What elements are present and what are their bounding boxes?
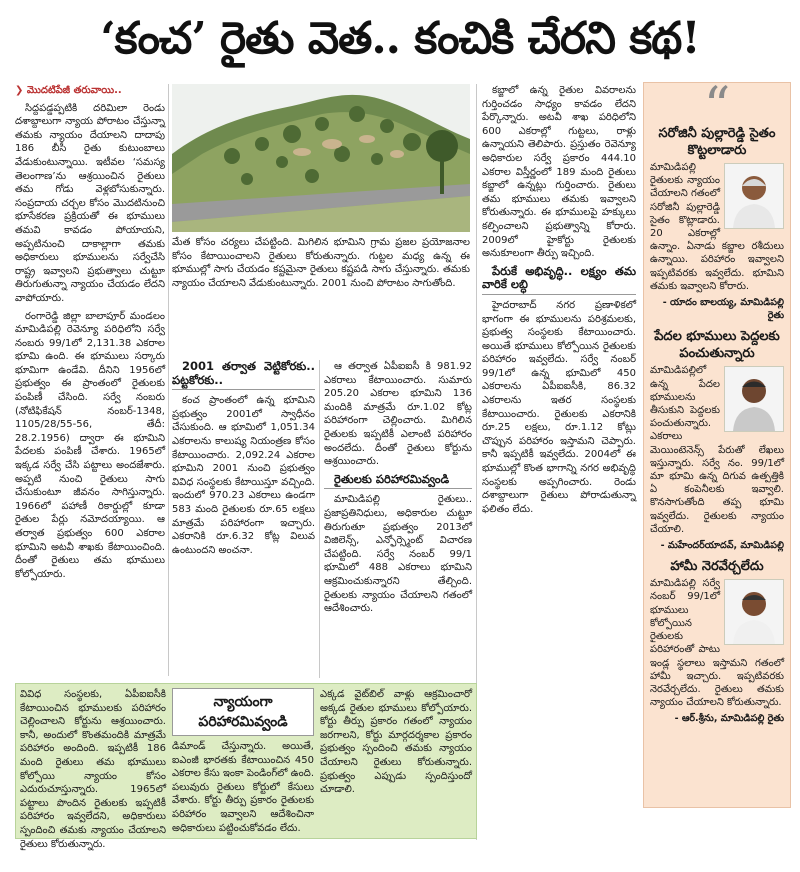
section-subhead: రైతులకు పరిహారమివ్వండి bbox=[324, 473, 472, 490]
sidebar-quote: మామిడిపల్లి రైతులకు న్యాయం చేయాలని గతంలో సరోజినీ పుల్లారెడ్డి సైతం కొట్లాడారు. 20 ఎకరాల్లో ఉన్నాం. ఏనాడు కబ్జాల రశీదులు ఉన్నాయి. పరిహారం ఇవ్వాలని ఇప్పటివరకు ఇవ్వలేదు. భూమిని తమకు ఇవ్వాలని కోరారు. bbox=[650, 162, 784, 292]
headline: ‘కంచ’ రైతు వెత.. కంచికి చేరని కథ! bbox=[100, 13, 700, 64]
sidebar-title: పేదల భూములు పెద్దలకు పంచుతున్నారు bbox=[654, 329, 780, 362]
article-column-2 bbox=[172, 360, 315, 678]
col3-paragraph: కబ్జాలో ఉన్న రైతుల వివరాలను గుర్తించడం సాధ్యం కావడం లేదని పేర్కొన్నారు. అటవీ శాఖ పరిధిలోని 600 ఎకరాల్లో గుట్టలు, రాళ్లు ఉన్నాయని తెలిపారు. ప్రస్తుతం రెవెన్యూ అధికారుల సర్వే ప్రకారం 444.10 ఎకరాల విస్తీర్ణంలో 189 మంది రైతులు కబ్జాలో ఉన్నట్లు గుర్తించారు. రైతులు తమ భూములు తమకు ఇవ్వాలని కోరుతున్నారు. ఈ భూములపై హక్కులు కల్పించాలని ప్రభుత్వాన్ని కోరారు. 2009లో హైకోర్టు రైతులకు అనుకూలంగా తీర్పు ఇచ్చింది. bbox=[482, 85, 636, 260]
column-divider bbox=[319, 360, 320, 678]
sidebar-quote: మామిడిపల్లిలో ఉన్న పేదల భూములను తీసుకుని పెద్దలకు పంచుతున్నారు. ఎకరాలు మెయింటెనెన్స్ పేరుతో లేఖలు ఇస్తున్నారు. సర్వే నం. 99/1లో మా భూమి ఉన్న దిగువ ఉత్పత్తికి ఏ కంపెనీలకు ఇవ్వాలి. కొనసాగుతోంది తప్ప భూమి ఇవ్వలేదు. రైతులకు న్యాయం చేయాలి. bbox=[650, 365, 784, 535]
col3-paragraph: హైదరాబాద్ నగర ప్రణాళికలో భాగంగా ఈ భూములను పరిశ్రమలకు, ప్రభుత్వ సంస్థలకు కేటాయించారు. అయితే భూములు కోల్పోయిన రైతులకు పరిహారం ఇవ్వలేదు. సర్వే నంబర్ 99/1లో ఉన్న భూమిలో 450 ఎకరాలను ఏపీఐఐసీకి, 86.32 ఎకరాలను ఇతర సంస్థలకు కేటాయించారు. రైతులకు ఎకరానికి రూ.25 లక్షలు, రూ.1.12 కోట్లు చొప్పున పరిహారం ఇస్తామని చెప్పారు. కానీ ఇప్పటికీ ఇవ్వలేదు. 2004లో ఈ భూముల్లో కొంత భాగాన్ని నగర అభివృద్ధి సంస్థలకు అప్పగించారు. రెండు దశాబ్దాలుగా రైతులు పోరాడుతున్నా ఫలితం లేదు. bbox=[482, 299, 636, 515]
hill-photo bbox=[172, 84, 470, 232]
inset-title: న్యాయంగా పరిహారమివ్వండి bbox=[172, 688, 314, 736]
col1-paragraph: సిద్దపడ్డప్పటికి దరిమిలా రెండు దశాబ్దాలుగా న్యాయ పోరాటం చేస్తున్నా తమకు న్యాయం దేయాలని దాదాపు 186 బీసీ రైతు కుటుంబాలు వేడుకుంటున్నాయి. ఇటీవల ‘సమస్య తెలంగాణ’ను ఆశ్రయించిన రైతులు తమ గోడు వెళ్లబోసుకున్నారు. సంప్రదాయ చర్చల కోసం మొదటినుంచి భూసేకరణ ప్రక్రియతో ఈ భూములు తమవి కావడం పోయాయని, అప్పటినుంచి దాకాల్లాగా తమకు అధికారులు భూములను సర్వేచేసి రాష్ట్ర ఇవ్వాలని ప్రభుత్వాలు చుట్టూ తిరుగుతున్నా న్యాయం చేయడం లేదని వాపోయారు. bbox=[15, 102, 165, 304]
photo-caption: మేత కోసం చర్యలు చేపట్టింది. మిగిలిన భూమిని గ్రామ ప్రజల ప్రయోజనాల కోసం కేటాయించాలని రైతులు కోరుతున్నారు. గుట్టల మధ్య ఉన్న ఈ భూముల్లో సాగు చేయడం కష్టమైనా రైతులు కష్టపడి సాగు చేస్తున్నారు. తమకు న్యాయం చేయాలని వేడుకుంటున్నారు. 2001 నుంచి పోరాటం సాగుతోంది. bbox=[172, 237, 470, 289]
hill-landscape-image bbox=[172, 84, 470, 232]
article-column-1 bbox=[15, 84, 165, 676]
farmer-portrait bbox=[724, 163, 784, 229]
sidebar-signature: - ఆర్.శ్రీను, మామిడిపల్లి రైతు bbox=[674, 713, 784, 725]
quotes-sidebar bbox=[643, 77, 791, 808]
section-subhead: పేరుకే అభివృద్ధి.. లక్ష్యం తమ వారికే లబ్ధి bbox=[482, 265, 636, 295]
col2-paragraph: ఆ తర్వాత ఏపీఐఐసీ కి 981.92 ఎకరాలు కేటాయించారు. సుమారు 205.20 ఎకరాల భూమిని 136 మందికి మాత్రమే రూ.1.02 కోట్ల పరిహారంగా చెల్లించారు. మిగిలిన రైతులకు ఇప్పటికీ ఎలాంటి పరిహారం అందలేదు. దీంతో రైతులు కోర్టును ఆశ్రయించారు. bbox=[324, 361, 472, 468]
col2-paragraph: కంచ ప్రాంతంలో ఉన్న భూమిని ప్రభుత్వం 2001లో స్వాధీనం చేసుకుంది. ఆ భూమిలో 1,051.34 ఎకరాలను కాలుష్య నియంత్రణ కోసం కేటాయించారు. 2,092.24 ఎకరాల భూమిని 2001 నుంచి ప్రభుత్వం వివిధ సంస్థలకు కేటాయిస్తూ వచ్చింది. ఇందులో 970.23 ఎకరాలు ఉండగా 583 మంది రైతులకు రూ.65 లక్షలు మాత్రమే పరిహారంగా ఇచ్చారు. ఎకరానికి రూ.6.32 కోట్ల విలువ ఉంటుందని అంచనా. bbox=[172, 395, 315, 556]
sidebar-title: సరోజినీ పుల్లారెడ్డి సైతం కొట్టలాడారు bbox=[658, 126, 776, 158]
farmer-portrait bbox=[724, 366, 784, 432]
continuation-kicker: ❯ మొదటిపేజీ తరువాయి.. bbox=[15, 85, 122, 96]
section-subhead: 2001 తర్వాత వెట్టికోరకు.. పట్టకోరకు.. bbox=[172, 360, 315, 390]
sidebar-title: హామీ నెరవేర్చలేదు bbox=[670, 559, 764, 575]
highlight-box-text-mid: డిమాండ్ చేస్తున్నారు. అయితే, ఐఎంజీ భారతకు కేటాయించిన 450 ఎకరాల కేసు ఇంకా పెండింగ్‌లో ఉంది. పలువురు రైతులు కోర్టులో కేసులు వేశారు. కోర్టు తీర్పు ప్రకారం రైతులకు పరిహారం ఇవ్వాలని ఆదేశించినా అధికారులు పట్టించుకోవడం లేదు. bbox=[172, 741, 314, 834]
article-column-3 bbox=[482, 84, 636, 840]
column-divider bbox=[168, 84, 169, 676]
sidebar-signature: - యాదం బాలయ్య, మామిడిపల్లి రైతు bbox=[662, 297, 784, 322]
highlight-box-text-right: ఎక్కడ వైట్‌బిల్ వాళ్లు ఆక్రమించారో అక్కడ రైతుల భూములు కోల్పోయారు. కోర్టు తీర్పు ప్రకారం గతంలో న్యాయం జరగాలని, కోర్టు మార్గదర్శకాల ప్రకారం ప్రభుత్వం స్పందించి తమకు న్యాయం చేయాలని రైతులు కోరుతున్నారు. ప్రభుత్వం ఎప్పుడు స్పందిస్తుందో చూడాలి. bbox=[320, 689, 472, 796]
quote-mark-icon: “ bbox=[703, 77, 731, 137]
article-column-2b bbox=[324, 360, 472, 678]
col2-paragraph: మామిడిపల్లి రైతులు.. ప్రజాప్రతినిధులు, అధికారుల చుట్టూ తిరుగుతూ ప్రభుత్వం 2013లో విజిలెన్స్, ఎన్ఫోర్స్మెంట్ విచారణ చేపట్టింది. సర్వే నంబర్ 99/1 భూమిలో 488 ఎకరాలు భూమిని ఆక్రమించుకున్నారని తేల్చింది. రైతులకు న్యాయం చేయాలని గతంలో ఆదేశించారు. bbox=[324, 494, 472, 615]
sidebar-signature: - మహేందర్‌యాదవ్, మామిడిపల్లి bbox=[660, 540, 784, 552]
col1-paragraph: రంగారెడ్డి జిల్లా బాలాపూర్ మండలం మామిడిపల్లి రెవెన్యూ పరిధిలోని సర్వే నంబరు 99/1లో 2,131.38 ఎకరాల భూమి ఉంది. ఈ భూములు సర్కారు భూమిగా ఉండేవి. దీనిని 1956లో ప్రభుత్వం ఈ ప్రాంతంలో రైతులకు పంపిణీ చేసింది. సర్వే నంబరు (నోటిఫికేషన్ నంబర్-1348, 1105/28/55-56, తేదీ: 28.2.1956) ద్వారా ఈ భూమిని పేదలకు పంపిణీ చేశారు. 1965లో ఇక్కడ సర్వే చేసి పట్టాలు అందజేశారు. అప్పటి నుంచి రైతులు సాగు చేసుకుంటూ జీవనం సాగిస్తున్నారు. 1966లో పహాణీ రికార్డుల్లో కూడా రైతుల పేర్లు నమోదయ్యాయి. ఆ తర్వాత ప్రభుత్వం 600 ఎకరాల భూమిని అటవీ శాఖకు కేటాయించింది. దీంతో రైతులు తమ భూములు కోల్పోయారు. bbox=[15, 310, 165, 580]
farmer-portrait bbox=[724, 579, 784, 645]
sidebar-quote: మామిడిపల్లి సర్వే నంబర్ 99/1లో భూములు కోల్పోయిన రైతులకు పరిహారంతో పాటు ఇండ్ల స్థలాలు ఇస్తామని గతంలో హామీ ఇచ్చారు. ఇప్పటివరకు నెరవేర్చలేదు. రైతులు తమకు న్యాయం చేయాలని కోరుతున్నారు. bbox=[650, 578, 784, 709]
highlight-box-text-left: వివిధ సంస్థలకు, ఏపీఐఐసీకి కేటాయించిన భూములకు పరిహారం చెల్లించాలని కోర్టును ఆశ్రయించారు. కానీ, అందులో కొంతమందికి మాత్రమే పరిహారం అందింది. ఇప్పటికీ 186 మంది రైతులు తమ భూములు కోల్పోయి న్యాయం కోసం ఎదురుచూస్తున్నారు. 1965లో పట్టాలు పొందిన రైతులకు ఇప్పటికీ పరిహారం ఇవ్వలేదని, అధికారులు స్పందించి తమకు న్యాయం చేయాలని రైతులు కోరుతున్నారు. bbox=[20, 689, 166, 850]
